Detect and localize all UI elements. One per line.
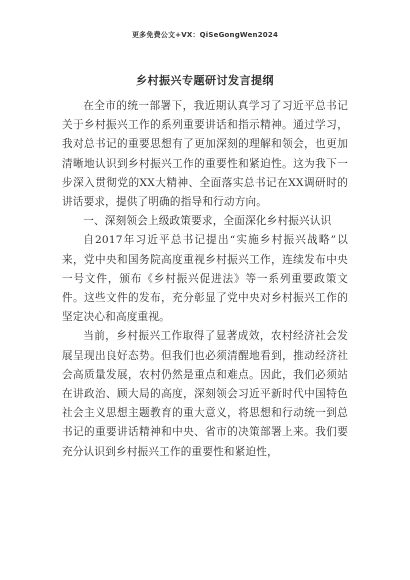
paragraph-policy: 自2017年习近平总书记提出“实施乡村振兴战略”以来，党中央和国务院高度重视乡村振兴工作，连续发布中央一号文件，颁布《乡村振兴促进法》等一系列重要政策文件。这些文件的发布，充分彰显了党中央对乡村振兴工作的坚定决心和高度重视。	[62, 234, 348, 324]
watermark-text: 更多免费公文+VX：QiSeGongWen2024	[131, 31, 279, 39]
document-title: 乡村振兴专题研讨发言提纲	[136, 74, 274, 87]
document-body	[62, 97, 348, 462]
paragraph-current: 当前，乡村振兴工作取得了显著成效，农村经济社会发展呈现出良好态势。但我们也必须清醒地看到，推动经济社会高质量发展，农村仍然是重点和难点。因此，我们必须站在讲政治、顾大局的高度，深刻领会习近平新时代中国特色社会主义思想主题教育的重大意义，将思想和行动统一到总书记的重要讲话精神和中央、省市的决策部署上来。我们要充分认识到乡村振兴工作的重要性和紧迫性，	[62, 330, 348, 458]
section-heading: 一、深刻领会上级政策要求，全面深化乡村振兴认识	[83, 215, 332, 228]
paragraph-intro: 在全市的统一部署下，我近期认真学习了习近平总书记关于乡村振兴工作的系列重要讲话和指示精神。通过学习，我对总书记的重要思想有了更加深刻的理解和领会，也更加清晰地认识到乡村振兴工作的重要性和紧迫性。这为我下一步深入贯彻党的XX大精神、全面落实总书记在XX调研时的讲话要求，提供了明确的指导和行动方向。	[62, 100, 348, 209]
